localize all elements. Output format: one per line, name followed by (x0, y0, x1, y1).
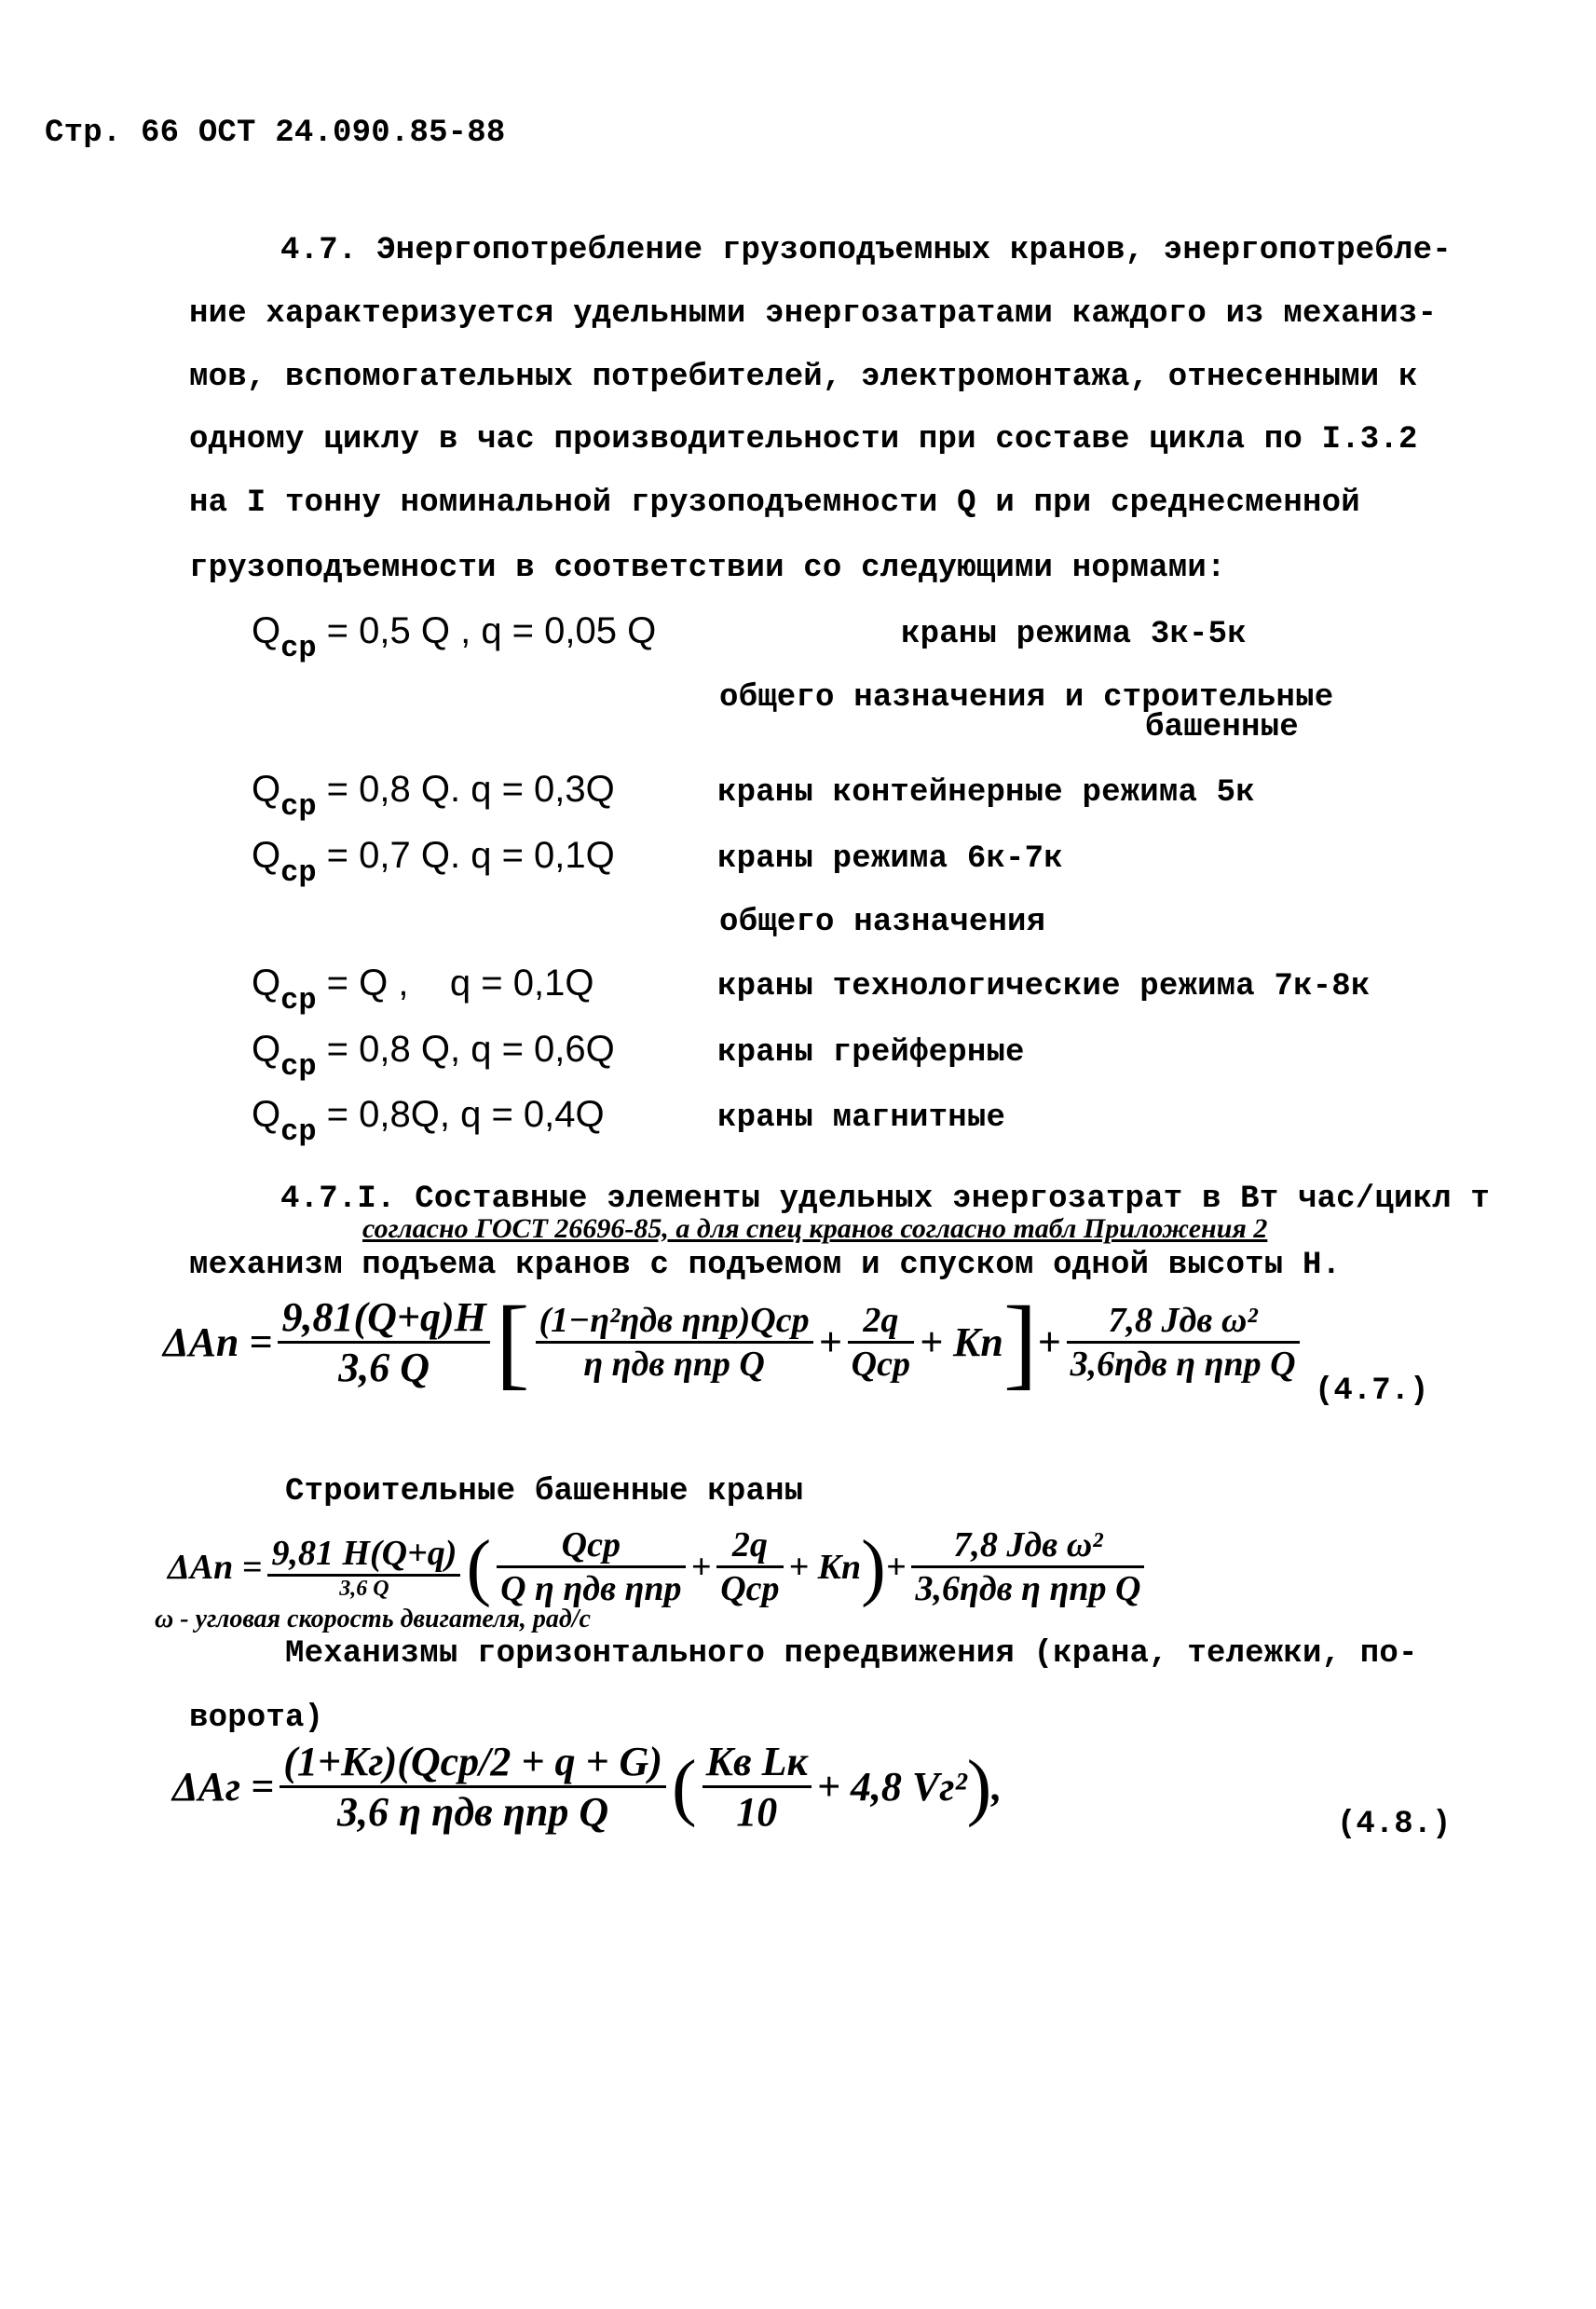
handwritten-note: ω - угловая скорость двигателя, рад/с (155, 1605, 591, 1633)
norm-row: $Q_{ср} = 0,7$ Q. q = 0,1Q (252, 835, 615, 890)
norm-desc: общего назначения (719, 905, 1046, 940)
norm-row: $Q_{ср} = 0,8$ Q, q = 0,6Q (252, 1029, 615, 1084)
norm-row: $Q_{ср} = 0,8Q$, q = 0,4Q (252, 1094, 605, 1149)
page-header: Стр. 66 ОСТ 24.090.85-88 (45, 116, 506, 151)
norm-desc: краны магнитные (717, 1100, 1006, 1136)
formula-4-7: ΔAп = $\frac{9,81(Q+q)H}{3,6 Q}$ [ $\frac{\text{(1−η²ηдв ηпр)Qср}}{\text{η ηдв ηпр Q}}$ + $\frac{2q}{\text{Qср}}$ + Kп ] + $\frac{\text{7,8 Jдв ω²}}{\text{3,6ηдв η ηпр Q}}$ (163, 1291, 1305, 1393)
paragraph-line: грузоподъемности в соответствии со следующими нормами: (189, 551, 1226, 586)
paragraph-line: 4.7.I. Составные элементы удельных энергозатрат в Вт час/цикл т (280, 1182, 1491, 1217)
equation-number: (4.7.) (1315, 1373, 1429, 1409)
paragraph-line: ние характеризуется удельными энергозатратами каждого из механиз- (189, 296, 1438, 332)
norm-row: $Q_{ср} = Q$ , q = 0,1Q (252, 963, 594, 1018)
paragraph-line: Механизмы горизонтального передвижения (крана, тележки, по- (285, 1636, 1418, 1672)
paragraph-line: мов, вспомогательных потребителей, электромонтажа, отнесенными к (189, 360, 1418, 395)
paragraph-line: ворота) (189, 1701, 324, 1736)
norm-desc: краны режима 3к-5к (901, 617, 1247, 652)
paragraph-line: механизм подъема кранов с подъемом и спуском одной высоты Н. (189, 1248, 1342, 1283)
formula-tower-cranes: ΔAп = $\frac{9,81 H(Q+q)}{3,6 Q}$ ( $\frac{\text{Qср}}{\text{Q η ηдв ηпр}}$ + $\frac{2q}{\text{Qср}}$ + Kп ) + $\frac{\text{7,8 Jдв ω²}}{\text{3,6ηдв η ηпр Q}}$ (168, 1524, 1150, 1609)
paragraph-line: 4.7. Энергопотребление грузоподъемных кранов, энергопотребле- (280, 233, 1452, 268)
norm-desc: краны режима 6к-7к (717, 841, 1063, 877)
norm-desc: краны контейнерные режима 5к (717, 775, 1255, 811)
formula-4-8: ΔAг = $\frac{\text{(1+Kг)(Qср/2 + q + G)}}{\text{3,6 η ηдв ηпр Q}}$ ( $\frac{\text{Kв Lк}}{10}$ + 4,8 Vг² ) , (172, 1739, 1003, 1835)
norm-desc: краны технологические режима 7к-8к (717, 969, 1371, 1004)
norm-row: $Q_{ср} = 0,8$ Q. q = 0,3Q (252, 769, 615, 824)
norm-desc: башенные (1145, 710, 1299, 745)
paragraph-line: одному циклу в час производительности при составе цикла по I.3.2 (189, 422, 1418, 458)
equation-number: (4.8.) (1337, 1807, 1452, 1842)
norm-desc: общего назначения и строительные (719, 680, 1334, 716)
handwritten-insert: согласно ГОСТ 26696-85, а для спец кранов согласно табл Приложения 2 (362, 1213, 1268, 1244)
paragraph-line: на I тонну номинальной грузоподъемности Q и при среднесменной (189, 485, 1360, 521)
section-title: Строительные башенные краны (285, 1474, 804, 1510)
norm-row: $Q_{ср} = 0,5$ Q , q = 0,05 Q (252, 610, 657, 665)
norm-desc: краны грейферные (717, 1035, 1025, 1071)
